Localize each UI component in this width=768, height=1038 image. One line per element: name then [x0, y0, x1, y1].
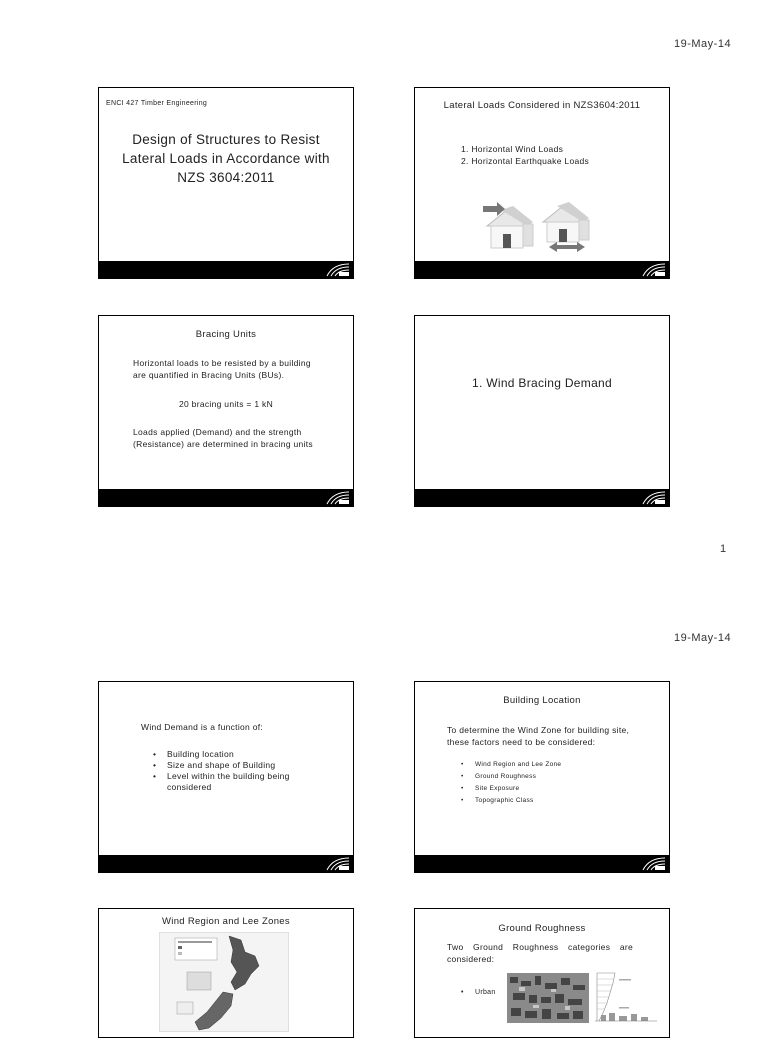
slide-title: Wind Region and Lee Zones	[162, 916, 290, 927]
slide-ground-roughness	[414, 908, 670, 1038]
slide-wind-bracing-demand	[414, 315, 670, 507]
slide-title	[98, 87, 354, 279]
university-logo-icon	[325, 262, 351, 277]
load-list	[461, 144, 589, 168]
list-item: • Site Exposure	[455, 783, 655, 795]
wind-profile-diagram	[593, 971, 665, 1027]
list-item: 1. Horizontal Wind Loads	[461, 144, 564, 154]
page-date: 19-May-14	[674, 632, 732, 644]
slide-footer-bar	[99, 489, 353, 506]
slide-title: Building Location	[503, 695, 581, 706]
slide-title: 1. Wind Bracing Demand	[472, 376, 612, 390]
roughness-list	[455, 988, 496, 997]
slide-heading	[99, 130, 353, 187]
slide-bracing-units	[98, 315, 354, 507]
page-number: 1	[720, 543, 727, 555]
slide-intro: Wind Demand is a function of:	[141, 722, 264, 732]
slide-building-location	[414, 681, 670, 873]
slide-wind-demand	[98, 681, 354, 873]
slide-title: Bracing Units	[195, 329, 257, 340]
list-item: • Urban	[455, 988, 496, 997]
list-item: • Wind Region and Lee Zone	[455, 759, 655, 771]
list-item: • Ground Roughness	[455, 771, 655, 783]
slide-footer-bar	[415, 855, 669, 872]
slide-footer-bar	[415, 261, 669, 278]
slide-footer-bar	[99, 855, 353, 872]
list-item: 2. Horizontal Earthquake Loads	[461, 155, 590, 166]
bracing-paragraph: Loads applied (Demand) and the strength (Resistance) are determined in bracing units	[133, 427, 313, 449]
university-logo-icon	[325, 490, 351, 505]
urban-aerial-photo	[507, 973, 589, 1023]
heading-line: Design of Structures to Resist	[132, 132, 320, 147]
slide-footer-bar	[99, 261, 353, 278]
university-logo-icon	[325, 856, 351, 871]
nz-wind-region-map	[159, 932, 289, 1032]
bracing-equation: 20 bracing units = 1 kN	[178, 399, 274, 409]
university-logo-icon	[641, 490, 667, 505]
slide-intro: To determine the Wind Zone for building site, these factors need to be considered:	[447, 725, 630, 747]
university-logo-icon	[641, 262, 667, 277]
factor-list	[455, 759, 655, 807]
demand-list	[147, 749, 307, 793]
list-item: • Building location	[147, 749, 307, 760]
slide-lateral-loads	[414, 87, 670, 279]
slide-footer-bar	[415, 489, 669, 506]
bracing-paragraph: Horizontal loads to be resisted by a building are quantified in Bracing Units (BUs).	[133, 358, 311, 380]
heading-line: NZS 3604:2011	[177, 170, 275, 185]
slide-intro: Two Ground Roughness categories are considered:	[447, 942, 633, 964]
university-logo-icon	[641, 856, 667, 871]
house-wind-earthquake-illustration	[477, 196, 597, 252]
list-item: • Size and shape of Building	[147, 760, 307, 771]
course-label: ENCI 427 Timber Engineering	[106, 100, 208, 107]
slide-title: Ground Roughness	[498, 923, 586, 934]
list-item: • Topographic Class	[455, 795, 655, 807]
page-date: 19-May-14	[674, 38, 732, 50]
heading-line: Lateral Loads in Accordance with	[122, 151, 330, 166]
list-item: • Level within the building being considered	[147, 771, 307, 793]
slide-title: Lateral Loads Considered in NZS3604:2011	[443, 100, 641, 111]
slide-wind-region	[98, 908, 354, 1038]
